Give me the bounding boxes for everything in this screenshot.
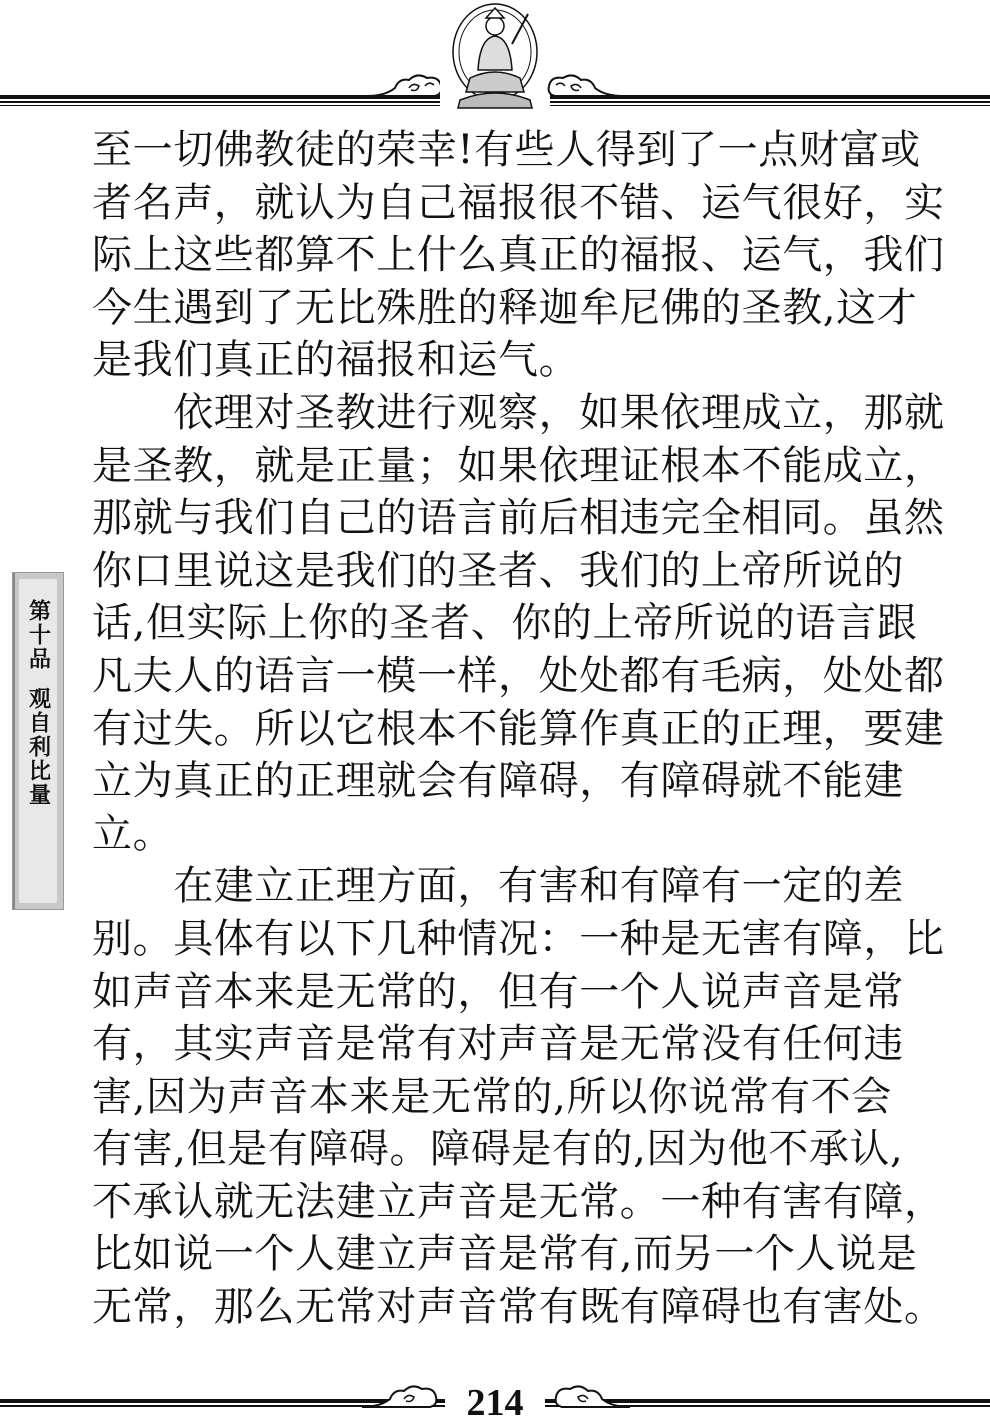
text-line: 者名声，就认为自己福报很不错、运气很好，实 bbox=[92, 179, 945, 226]
text-line: 是圣教，就是正量；如果依理证根本不能成立， bbox=[92, 442, 945, 489]
text-line: 不承认就无法建立声音是无常。一种有害有障， bbox=[92, 1178, 945, 1225]
text-line: 凡夫人的语言一模一样，处处都有毛病，处处都 bbox=[92, 652, 945, 699]
text-line: 害,因为声音本来是无常的,所以你说常有不会 bbox=[92, 1073, 892, 1120]
text-line: 立为真正的正理就会有障碍，有障碍就不能建 bbox=[92, 758, 904, 805]
deity-figure-icon bbox=[440, 0, 550, 110]
page-footer bbox=[0, 1375, 990, 1426]
page-header bbox=[0, 0, 990, 120]
text-line: 有害,但是有障碍。障碍是有的,因为他不承认, bbox=[92, 1126, 904, 1173]
text-line: 无常，那么无常对声音常有既有障碍也有害处。 bbox=[92, 1284, 945, 1331]
text-line: 别。具体有以下几种情况：一种是无害有障，比 bbox=[92, 915, 945, 962]
text-line: 有，其实声音是常有对声音是无常没有任何违 bbox=[92, 1021, 904, 1068]
footer-cloud-right-icon bbox=[552, 1381, 632, 1411]
side-tab-text bbox=[13, 599, 63, 807]
cloud-ornament-right-icon bbox=[545, 70, 625, 100]
text-line: 如声音本来是无常的，但有一个人说声音是常 bbox=[92, 968, 904, 1015]
text-line: 是我们真正的福报和运气。 bbox=[92, 337, 580, 384]
chapter-side-tab bbox=[12, 572, 64, 910]
text-line: 比如说一个人建立声音是常有,而另一个人说是 bbox=[92, 1231, 918, 1278]
text-line: 至一切佛教徒的荣幸!有些人得到了一点财富或 bbox=[92, 127, 921, 173]
text-line: 话,但实际上你的圣者、你的上帝所说的语言跟 bbox=[92, 600, 918, 647]
page-number: 214 bbox=[445, 1381, 545, 1425]
text-line: 际上这些都算不上什么真正的福报、运气，我们 bbox=[92, 232, 945, 279]
side-tab-chapter: 第十品 bbox=[25, 599, 52, 671]
text-line: 那就与我们自己的语言前后相违完全相同。虽然 bbox=[92, 495, 945, 542]
text-line: 在建立正理方面，有害和有障有一定的差 bbox=[92, 863, 904, 910]
text-line: 有过失。所以它根本不能算作真正的正理，要建 bbox=[92, 705, 945, 752]
text-line: 你口里说这是我们的圣者、我们的上帝所说的 bbox=[92, 547, 904, 594]
text-line: 今生遇到了无比殊胜的释迦牟尼佛的圣教,这才 bbox=[92, 284, 918, 331]
footer-cloud-left-icon bbox=[360, 1381, 440, 1411]
text-line: 立。 bbox=[92, 810, 174, 857]
side-tab-title: 观自利比量 bbox=[25, 687, 52, 807]
body-text bbox=[92, 124, 945, 1334]
cloud-ornament-left-icon bbox=[365, 70, 445, 100]
text-line: 依理对圣教进行观察，如果依理成立，那就 bbox=[92, 389, 945, 436]
